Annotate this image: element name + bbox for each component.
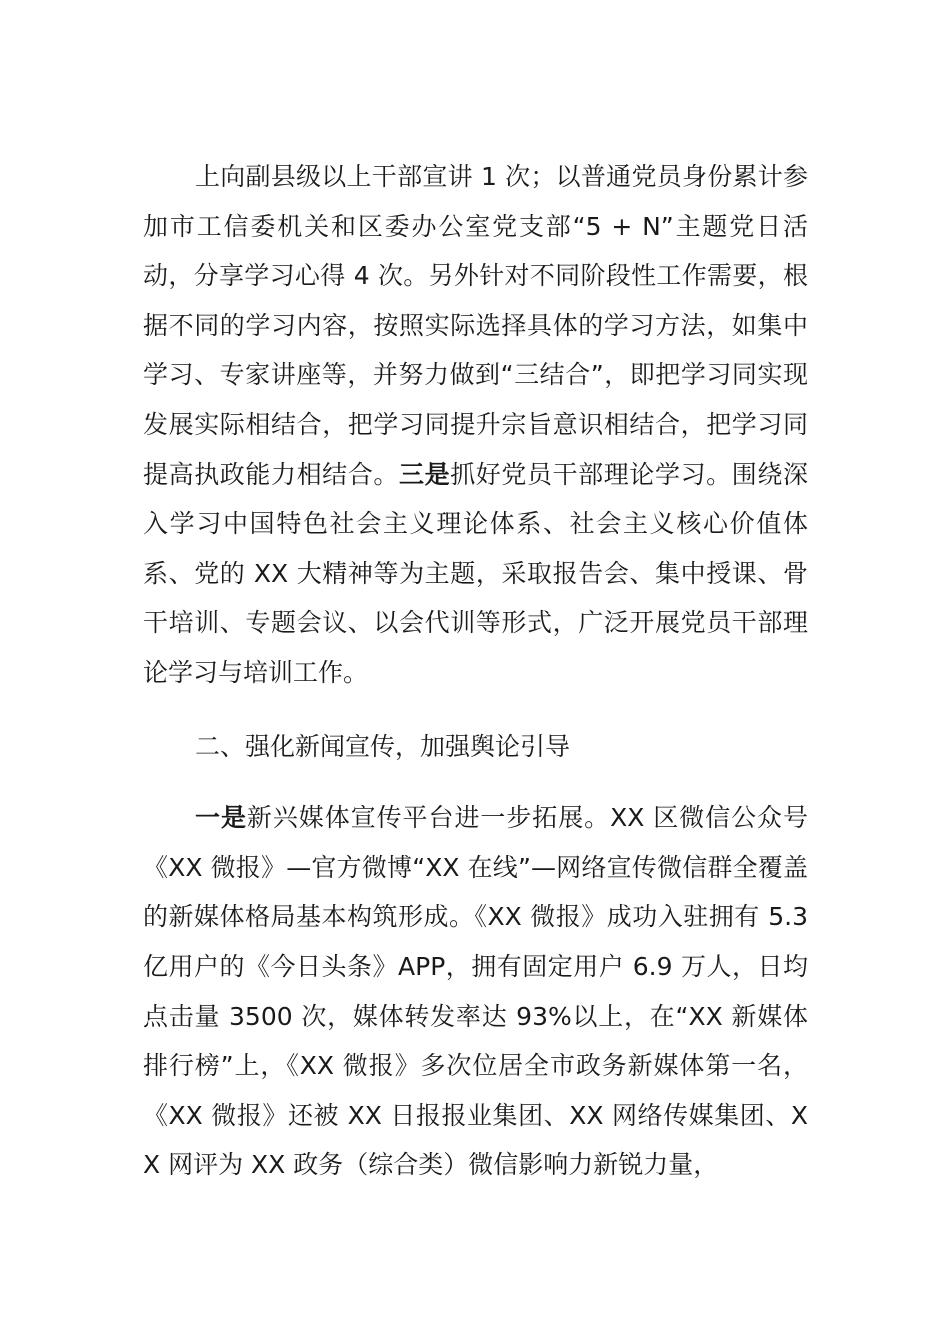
- paragraph-new-media: [143, 793, 808, 1190]
- document-page: [143, 152, 808, 1190]
- paragraph-text: 上向副县级以上干部宣讲 1 次；以普通党员身份累计参加市工信委机关和区委办公室党支部“5 + N”主题党日活动，分享学习心得 4 次。另外针对不同阶段性工作需要，根据不同的学习内容，按照实际选择具体的学习方法，如集中学习、专家讲座等，并努力做到“三结合”，即把学习同实现发展实际相结合，把学习同提升宗旨意识相结合，把学习同提高执政能力相结合。: [143, 162, 808, 489]
- bold-lead-one: 一是: [195, 803, 247, 833]
- paragraph-study-methods: [143, 152, 808, 698]
- paragraph-text-continued: 抓好党员干部理论学习。围绕深入学习中国特色社会主义理论体系、社会主义核心价值体系、党的 XX 大精神等为主题，采取报告会、集中授课、骨干培训、专题会议、以会代训等形式，广泛开展党员干部理论学习与培训工作。: [143, 459, 808, 687]
- bold-lead-three: 三是: [398, 459, 451, 489]
- paragraph-text: 新兴媒体宣传平台进一步拓展。XX 区微信公众号《XX 微报》—官方微博“XX 在线”—网络宣传微信群全覆盖的新媒体格局基本构筑形成。《XX 微报》成功入驻拥有 5.3 亿用户的《今日头条》APP，拥有固定用户 6.9 万人，日均点击量 3500 次，媒体转发率达 93%以上，在“XX 新媒体排行榜”上，《XX 微报》多次位居全市政务新媒体第一名，《XX 微报》还被 XX 日报报业集团、XX 网络传媒集团、XX 网评为 XX 政务（综合类）微信影响力新锐力量，: [143, 803, 808, 1180]
- section-heading-news-publicity: 二、强化新闻宣传，加强舆论引导: [195, 731, 571, 761]
